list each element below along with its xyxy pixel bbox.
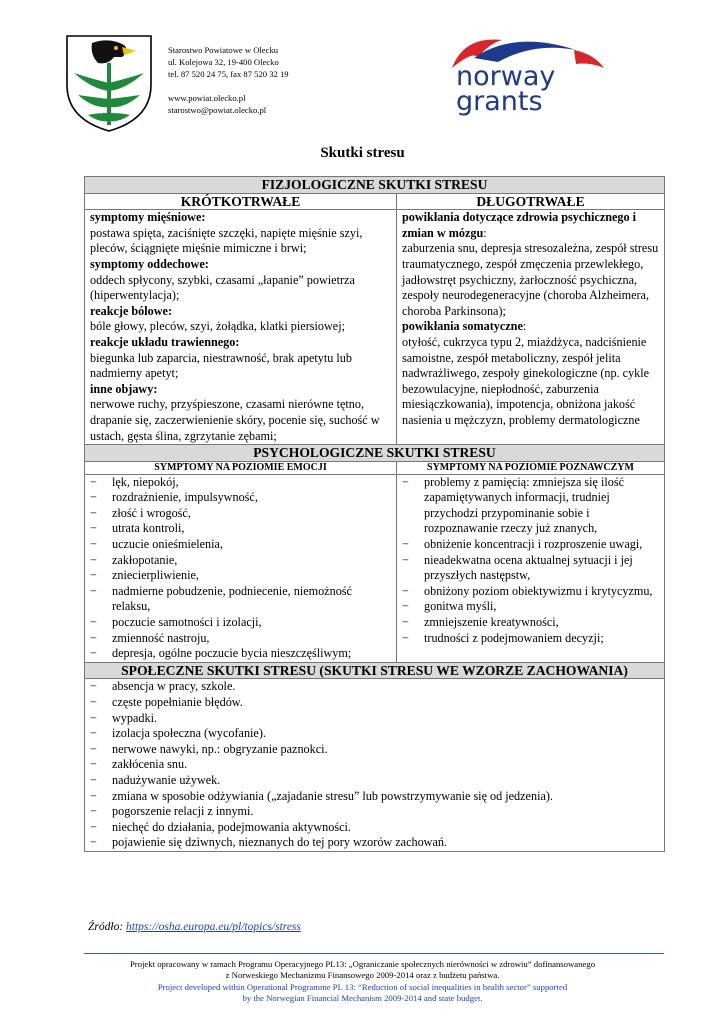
list-item-text: nerwowe nawyki, np.: obgryzanie paznokci. xyxy=(112,741,328,756)
dash-bullet: − xyxy=(90,695,97,709)
address-line: ul. Kolejowa 32, 19-400 Olecko xyxy=(168,57,279,67)
stress-effects-table xyxy=(84,176,665,852)
list-item-text: problemy z pamięcią: zmniejsza się ilość zapamiętywanych informacji, trudniej przychodzi przypominanie sobie i rozpoznawanie rzeczy już znanych, xyxy=(424,474,625,536)
dash-bullet: − xyxy=(90,741,97,756)
dash-bullet: − xyxy=(90,505,97,520)
list-item xyxy=(402,537,659,553)
list-item xyxy=(90,475,391,491)
list-item xyxy=(402,631,659,647)
dash-bullet: − xyxy=(90,788,97,803)
dash-bullet: − xyxy=(90,646,97,661)
list-item xyxy=(90,568,391,584)
dash-bullet: − xyxy=(90,804,97,819)
list-item-text: uczucie onieśmielenia, xyxy=(112,537,223,552)
institution-address xyxy=(168,44,289,116)
source-link[interactable]: https://osha.europa.eu/pl/topics/stress xyxy=(126,921,301,933)
dash-bullet: − xyxy=(90,568,97,583)
short-term-item: symptomy mięśniowe: postawa spięta, zaciśnięte szczęki, napięte mięśnie szyi, pleców, ściągnięte mięśnie mimiczne i brwi; xyxy=(90,210,363,256)
list-item xyxy=(402,615,659,631)
short-term-cell xyxy=(85,210,397,445)
list-item xyxy=(90,804,659,820)
list-item xyxy=(90,695,659,711)
social-list xyxy=(90,679,659,851)
dash-bullet: − xyxy=(90,615,97,630)
list-item-text: zmienność nastroju, xyxy=(112,630,210,645)
long-term-heading: DŁUGOTRWAŁE xyxy=(397,193,665,210)
list-item-text: lęk, niepokój, xyxy=(112,474,179,489)
list-item-text: zmiana w sposobie odżywiania („zajadanie stresu” lub powstrzymywanie się od jedzenia). xyxy=(112,788,553,803)
dash-bullet: − xyxy=(402,552,409,567)
physiological-section-heading: FIZJOLOGICZNE SKUTKI STRESU xyxy=(85,177,665,194)
long-term-item: powikłania somatyczne: otyłość, cukrzyca typu 2, miażdżyca, nadciśnienie samoistne, zespół metaboliczny, zespół jelita nadwrażliwego, zespoły ginekologiczne (np. cykle bezowulacyjne, niepłodność, zaburzenia miesiączkowania), impotencja, obniżona jakość nasienia u mężczyzn, problemy dermatologiczne xyxy=(402,319,650,427)
list-item xyxy=(90,553,391,569)
dash-bullet: − xyxy=(402,615,409,630)
list-item xyxy=(402,475,659,537)
list-item-text: nadużywanie używek. xyxy=(112,772,221,787)
list-item-text: obniżenie koncentracji i rozproszenie uwagi, xyxy=(424,537,643,552)
list-item xyxy=(90,742,659,758)
cognitive-list xyxy=(402,475,659,647)
dash-bullet: − xyxy=(90,679,97,694)
email-link[interactable]: starostwo@powiat.olecko.pl xyxy=(168,105,267,115)
dash-bullet: − xyxy=(90,772,97,787)
list-item-text: złość i wrogość, xyxy=(112,505,191,520)
social-section-heading: SPOŁECZNE SKUTKI STRESU (SKUTKI STRESU WE WZORZE ZACHOWANIA) xyxy=(85,662,665,679)
list-item-text: niechęć do działania, podejmowania aktywności. xyxy=(112,819,351,834)
list-item xyxy=(402,599,659,615)
list-item-text: zmniejszenie kreatywności, xyxy=(424,615,559,630)
list-item xyxy=(90,490,391,506)
list-item xyxy=(402,553,659,584)
dash-bullet: − xyxy=(402,583,409,598)
list-item xyxy=(90,835,659,851)
list-item xyxy=(90,820,659,836)
list-item-text: poczucie samotności i izolacji, xyxy=(112,615,262,630)
emotion-heading: SYMPTOMY NA POZIOMIE EMOCJI xyxy=(85,461,397,474)
dash-bullet: − xyxy=(90,835,97,850)
long-term-cell xyxy=(397,210,665,445)
emotion-cell xyxy=(85,474,397,662)
dash-bullet: − xyxy=(90,521,97,536)
short-term-item: symptomy oddechowe: oddech spłycony, szybki, czasami „łapanie” powietrza (hiperwentylacja); xyxy=(90,256,355,303)
social-cell xyxy=(85,679,665,852)
list-item-text: pojawienie się dziwnych, nieznanych do tej pory wzorów zachowań. xyxy=(112,835,448,850)
short-term-item: reakcje układu trawiennego: biegunka lub zaparcia, niestrawność, brak apetytu lub nadmierny apetyt; xyxy=(90,334,352,381)
psychological-section-heading: PSYCHOLOGICZNE SKUTKI STRESU xyxy=(85,445,665,462)
list-item xyxy=(90,726,659,742)
norway-grants-logo xyxy=(444,28,614,118)
footer-divider xyxy=(84,953,664,954)
dash-bullet: − xyxy=(402,599,409,614)
website-link[interactable]: www.powiat.olecko.pl xyxy=(168,93,246,103)
list-item-text: utrata kontroli, xyxy=(112,521,185,536)
dash-bullet: − xyxy=(402,474,409,489)
dash-bullet: − xyxy=(90,490,97,505)
dash-bullet: − xyxy=(90,630,97,645)
list-item-text: wypadki. xyxy=(112,710,158,725)
footer-line: z Norweskiego Mechanizmu Finansowego 2009-2014 oraz z budżetu państwa. xyxy=(225,970,500,980)
list-item xyxy=(90,631,391,647)
list-item xyxy=(90,679,659,695)
short-term-item: reakcje bólowe: bóle głowy, pleców, szyi, żołądka, klatki piersiowej; xyxy=(90,303,345,334)
source-note xyxy=(88,921,301,933)
list-item xyxy=(90,711,659,727)
list-item-text: absencja w pracy, szkole. xyxy=(112,679,236,694)
list-item xyxy=(90,584,391,615)
list-item xyxy=(90,646,391,662)
list-item xyxy=(90,521,391,537)
list-item-text: częste popełnianie błędów. xyxy=(112,695,243,709)
list-item-text: zniecierpliwienie, xyxy=(112,568,199,583)
list-item xyxy=(90,789,659,805)
long-term-item: powikłania dotyczące zdrowia psychicznego i zmian w mózgu: zaburzenia snu, depresja stresozależna, zespół stresu traumatycznego, zespół zmęczenia przewlekłego, jadłowstręt psychiczny, żarłoczność psychiczna, zespoły neurodegeneracyjne (choroba Alzheimera, choroba Parkinsona); xyxy=(402,210,659,318)
footer-line: by the Norwegian Financial Mechanism 2009-2014 and state budget. xyxy=(242,993,483,1003)
footer-english xyxy=(0,982,725,1004)
page-title: Skutki stresu xyxy=(320,145,405,161)
footer-line: Projekt opracowany w ramach Programu Operacyjnego PL13: „Ograniczanie społecznych nierówności w zdrowiu” dofinansowanego xyxy=(129,959,596,969)
dash-bullet: − xyxy=(90,757,97,772)
list-item xyxy=(90,506,391,522)
list-item xyxy=(90,537,391,553)
list-item-text: nieadekwatna ocena aktualnej sytuacji i jej przyszłych następstw, xyxy=(424,552,633,583)
emotion-list xyxy=(90,475,391,662)
logo-word-norway: norway xyxy=(456,61,556,92)
list-item xyxy=(402,584,659,600)
list-item-text: gonitwa myśli, xyxy=(424,599,497,614)
county-crest-logo xyxy=(64,33,154,133)
list-item-text: nadmierne pobudzenie, podniecenie, niemożność relaksu, xyxy=(112,583,352,614)
dash-bullet: − xyxy=(402,537,409,552)
source-label: Źródło: xyxy=(88,921,124,933)
short-term-heading: KRÓTKOTRWAŁE xyxy=(85,193,397,210)
dash-bullet: − xyxy=(90,552,97,567)
dash-bullet: − xyxy=(90,710,97,725)
list-item-text: zakłócenia snu. xyxy=(112,757,188,772)
list-item-text: depresja, ogólne poczucie bycia nieszczęśliwym; xyxy=(112,646,352,661)
dash-bullet: − xyxy=(90,726,97,741)
list-item-text: rozdrażnienie, impulsywność, xyxy=(112,490,258,505)
list-item xyxy=(90,757,659,773)
list-item-text: izolacja społeczna (wycofanie). xyxy=(112,726,266,741)
list-item-text: pogorszenie relacji z innymi. xyxy=(112,804,254,819)
footer-polish xyxy=(0,959,725,981)
dash-bullet: − xyxy=(90,474,97,489)
dash-bullet: − xyxy=(402,630,409,645)
list-item-text: zakłopotanie, xyxy=(112,552,178,567)
address-line: tel. 87 520 24 75, fax 87 520 32 19 xyxy=(168,69,289,79)
logo-word-grants: grants xyxy=(456,86,543,117)
list-item-text: trudności z podejmowaniem decyzji; xyxy=(424,630,604,645)
dash-bullet: − xyxy=(90,537,97,552)
cognitive-heading: SYMPTOMY NA POZIOMIE POZNAWCZYM xyxy=(397,461,665,474)
list-item xyxy=(90,615,391,631)
address-line: Starostwo Powiatowe w Olecku xyxy=(168,45,279,55)
dash-bullet: − xyxy=(90,583,97,598)
list-item-text: obniżony poziom obiektywizmu i krytycyzmu, xyxy=(424,583,653,598)
list-item xyxy=(90,773,659,789)
short-term-item: inne objawy: nerwowe ruchy, przyśpieszone, czasami nierówne tętno, drapanie się, zaczerwienienie skóry, pocenie się, suchość w ustach, gęsta ślina, zgrzytanie zębami; xyxy=(90,381,380,443)
cognitive-cell xyxy=(397,474,665,662)
dash-bullet: − xyxy=(90,819,97,834)
footer-line: Project developed within Operational Programme PL 13: “Reduction of social inequalities in health sector” supported xyxy=(157,982,568,992)
